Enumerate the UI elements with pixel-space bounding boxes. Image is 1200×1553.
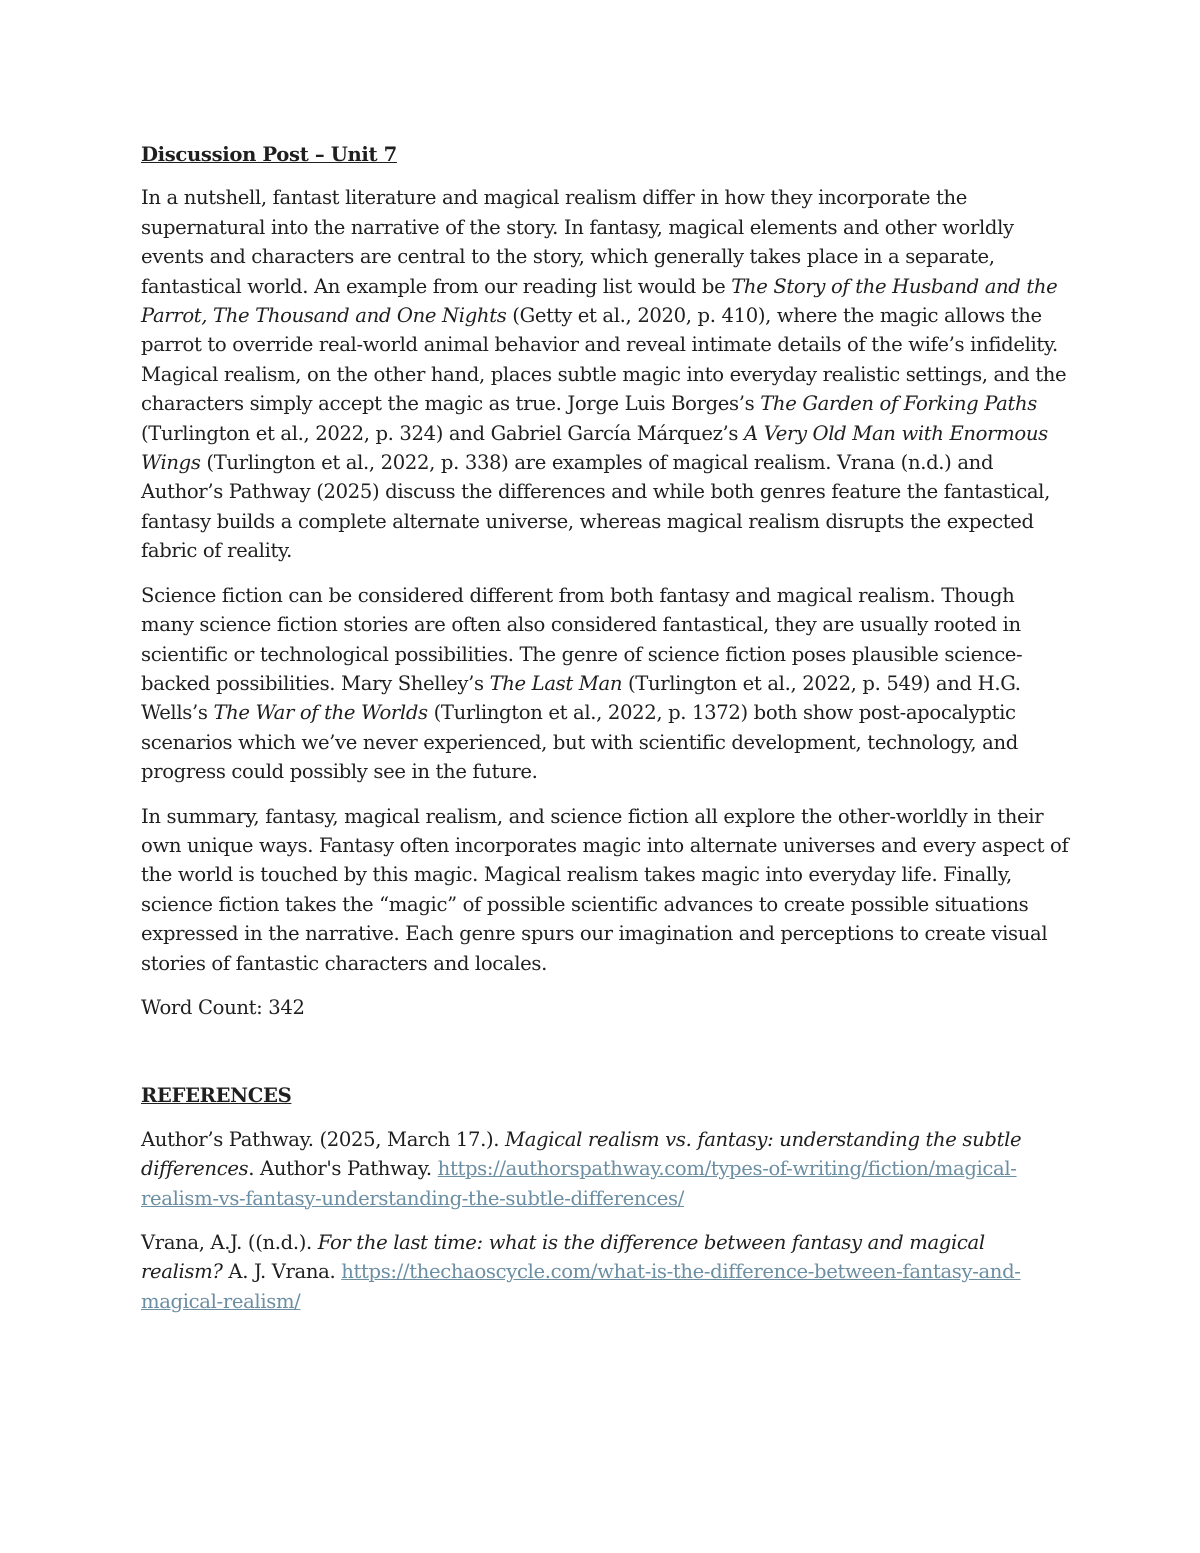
page-title: Discussion Post – Unit 7 <box>141 143 397 166</box>
spacer <box>141 1037 1071 1081</box>
references-heading: REFERENCES <box>141 1084 292 1108</box>
paragraph-science-fiction <box>141 581 1071 787</box>
word-count: Word Count: 342 <box>141 995 305 1019</box>
ref2-text-2: A. J. Vrana. <box>222 1260 342 1284</box>
ref1-title: Magical realism vs. fantasy: understanding the subtle differences <box>141 1127 1022 1181</box>
p2-title-war-of-worlds: The War of the Worlds <box>213 701 428 725</box>
p1-text-4: (Turlington et al., 2022, p. 338) are examples of magical realism. Vrana (n.d.) and Author’s Pathway (2025) discuss the differences and while both genres feature the fantastical, fantasy builds a complete alternate universe, whereas magical realism disrupts the expected fabric of reality. <box>141 451 1050 563</box>
p1-title-very-old-man: A Very Old Man with Enormous Wings <box>141 421 1048 475</box>
p2-text-2: (Turlington et al., 2022, p. 549) and H.G. Wells’s <box>141 671 1021 725</box>
p1-title-garden-forking-paths: The Garden of Forking Paths <box>760 392 1037 416</box>
ref2-title: For the last time: what is the difference between fantasy and magical realism? <box>141 1231 985 1284</box>
reference-authors-pathway <box>141 1125 1071 1213</box>
ref1-text-1: Author’s Pathway. (2025, March 17.). <box>141 1127 505 1151</box>
p1-title-husband-parrot: The Story of the Husband and the Parrot, The Thousand and One Nights <box>141 274 1058 328</box>
p1-text-3: (Turlington et al., 2022, p. 324) and Gabriel García Márquez’s <box>141 421 745 445</box>
ref1-link[interactable]: https://authorspathway.com/types-of-writing/fiction/magical-realism-vs-fantasy-understanding-the-subtle-differences/ <box>141 1157 1017 1210</box>
p1-text-2: (Getty et al., 2020, p. 410), where the magic allows the parrot to override real-world animal behavior and reveal intimate details of the wife’s infidelity. Magical realism, on the other hand, places subtle magic into everyday realistic settings, and the characters simply accept the magic as true. Jorge Luis Borges’s <box>141 304 1067 416</box>
p2-text-1: Science fiction can be considered different from both fantasy and magical realism. Though many science fiction stories are often also considered fantastical, they are usually rooted in scientific or technological possibilities. The genre of science fiction poses plausible science-backed possibilities. Mary Shelley’s <box>141 583 1023 695</box>
reference-vrana <box>141 1228 1071 1316</box>
p2-text-3: (Turlington et al., 2022, p. 1372) both show post-apocalyptic scenarios which we’ve never experienced, but with scientific development, technology, and progress could possibly see in the future. <box>141 701 1018 784</box>
ref1-text-2: . Author's Pathway. <box>248 1157 438 1181</box>
ref2-link[interactable]: https://thechaoscycle.com/what-is-the-difference-between-fantasy-and-magical-realism/ <box>141 1260 1021 1313</box>
p1-text-1: In a nutshell, fantast literature and magical realism differ in how they incorporate the supernatural into the narrative of the story. In fantasy, magical elements and other worldly events and characters are central to the story, which generally takes place in a separate, fantastical world. An example from our reading list would be <box>141 186 1014 298</box>
paragraph-summary: In summary, fantasy, magical realism, and science fiction all explore the other-worldly in their own unique ways. Fantasy often incorporates magic into alternate universes and every aspect of the world is touched by this magic. Magical realism takes magic into everyday life. Finally, science fiction takes the “magic” of possible scientific advances to create possible situations expressed in the narrative. Each genre spurs our imagination and perceptions to create visual stories of fantastic characters and locales. <box>141 804 1069 975</box>
document-page <box>141 140 1071 1331</box>
p2-title-last-man: The Last Man <box>489 671 623 695</box>
ref2-text-1: Vrana, A.J. ((n.d.). <box>141 1231 318 1254</box>
paragraph-fantasy-vs-magical-realism <box>141 183 1071 565</box>
